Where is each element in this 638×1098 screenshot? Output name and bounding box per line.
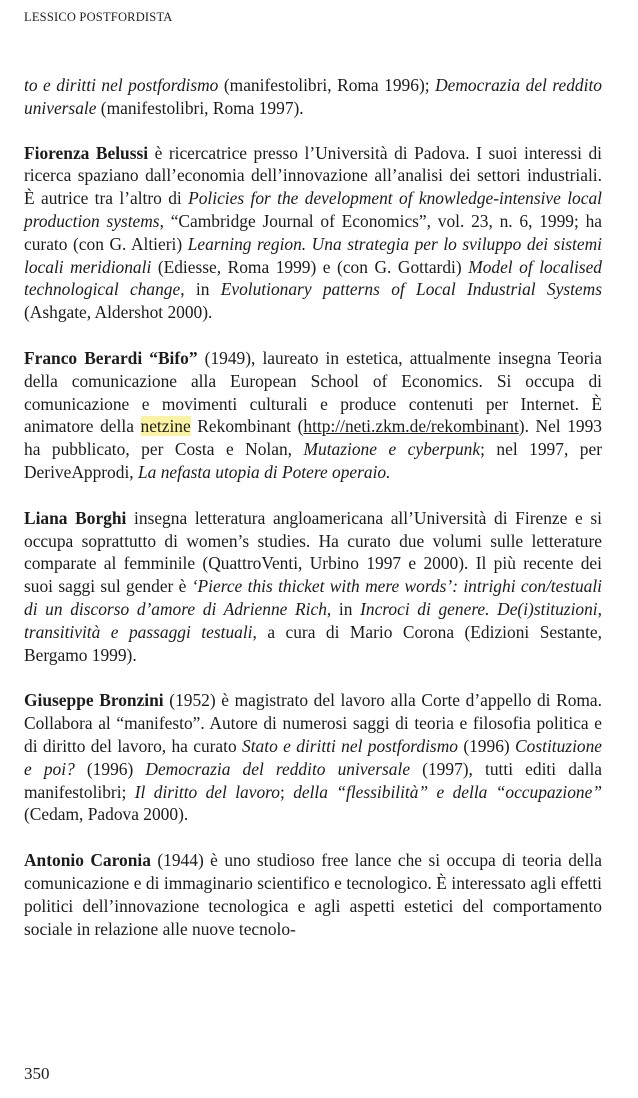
entry-text: (Ashgate, Aldershot 2000). [24, 302, 213, 323]
author-name: Antonio Caronia [24, 850, 151, 871]
continued-entry [24, 74, 602, 120]
work-title: Il diritto del lavoro [134, 781, 280, 802]
highlighted-word: netzine [140, 416, 191, 437]
entry-berardi [24, 347, 602, 484]
entry-text: , “Cambridge Journal of Economics”, vol. 23, n. 6, 1999; ha curato (con G. Altieri) [24, 210, 602, 254]
entry-text: (1997), tutti editi dalla manifestolibri; [24, 758, 602, 802]
entry-borghi [24, 507, 602, 667]
entry-text: (manifestolibri, Roma 1996); [218, 75, 436, 95]
entry-belussi [24, 142, 602, 324]
author-name: Liana Borghi [24, 507, 127, 528]
entry-bronzini [24, 689, 602, 826]
page-body [24, 74, 602, 963]
work-title: Stato e diritti nel postfordismo [242, 735, 458, 756]
entry-text: , in [180, 279, 221, 300]
entry-caronia [24, 849, 602, 940]
entry-text: (1996) [457, 735, 516, 756]
book-title: Democrazia del reddito universale [24, 75, 602, 118]
book-title: to e diritti nel postfordismo [24, 75, 219, 95]
entry-text: , in [326, 598, 361, 619]
entry-text: (Ediesse, Roma 1999) e (con G. Gottardi) [151, 256, 469, 277]
work-title: della “flessibilità” e della “occupazione” [293, 781, 602, 802]
work-title: Learning region. Una strategia per lo sviluppo dei sistemi locali meridionali [24, 233, 602, 277]
entry-text: (1996) [74, 758, 146, 779]
work-title: Democrazia del reddito universale [145, 758, 411, 779]
author-name: Franco Berardi “Bifo” [24, 347, 198, 368]
entry-text: ; [279, 781, 294, 802]
work-title: Model of localised technological change [24, 256, 603, 300]
entry-text: Rekombinant ( [190, 416, 304, 437]
entry-text: (Cedam, Padova 2000). [24, 804, 189, 825]
work-title: Evolutionary patterns of Local Industrial Systems [220, 279, 602, 300]
author-name: Giuseppe Bronzini [24, 690, 164, 711]
running-header: LESSICO POSTFORDISTA [24, 10, 173, 24]
work-title: Mutazione e cyberpunk [303, 439, 481, 460]
work-title: Costituzione e poi? [24, 735, 603, 779]
work-title: La nefasta utopia di Potere operaio. [137, 461, 391, 482]
work-title: Policies for the development of knowledge-intensive local production systems [24, 188, 602, 231]
entry-text: (1949), laureato in estetica, attualmente insegna Teoria della comunicazione alla European School of Economics. Si occupa di comunicazione e movimenti culturali e produce contenuti per Internet. È animatore della [24, 347, 602, 437]
entry-text: , a cura di Mario Corona (Edizioni Sestante, Bergamo 1999). [24, 621, 602, 665]
entry-text: (manifestolibri, Roma 1997). [96, 97, 304, 118]
entry-text: ). Nel 1993 ha pubblicato, per Costa e Nolan, [24, 416, 602, 460]
entry-text: (1952) è magistrato del lavoro alla Corte d’appello di Roma. Collabora al “manifesto”. Autore di numerosi saggi di teoria e filosofia politica e di diritto del lavoro, ha curato [24, 690, 602, 756]
entry-text: (1944) è uno studioso free lance che si occupa di teoria della comunicazione e di immaginario scientifico e tecnologico. È interessato agli effetti politici dell’innovazione tecnologica e agli aspetti estetici del comportamento sociale in relazione alle nuove tecnolo- [24, 850, 602, 939]
author-name: Fiorenza Belussi [24, 142, 149, 163]
work-title: ‘Pierce this thicket with mere words’: intrighi con/testuali di un discorso d’amore di Adrienne Rich [24, 576, 603, 619]
entry-text: è ricercatrice presso l’Università di Padova. I suoi interessi di ricerca spaziano dall’economia dell’innovazione all’analisi dei settori industriali. È autrice tra l’altro di [24, 142, 602, 209]
work-title: Incroci di genere. De(i)stituzioni, transitività e passaggi testuali [24, 598, 602, 642]
entry-text: ; nel 1997, per DeriveApprodi, [24, 439, 602, 482]
page-number: 350 [24, 1064, 50, 1083]
rekombinant-link[interactable]: http://neti.zkm.de/rekombinant [303, 416, 519, 437]
entry-text: insegna letteratura angloamericana all’Università di Firenze e si occupa soprattutto di women’s studies. Ha curato due volumi sulle letterature comparate al femminile (QuattroVenti, Urbino 1997 e 2000). Il più recente dei suoi saggi sul gender è [24, 507, 602, 597]
